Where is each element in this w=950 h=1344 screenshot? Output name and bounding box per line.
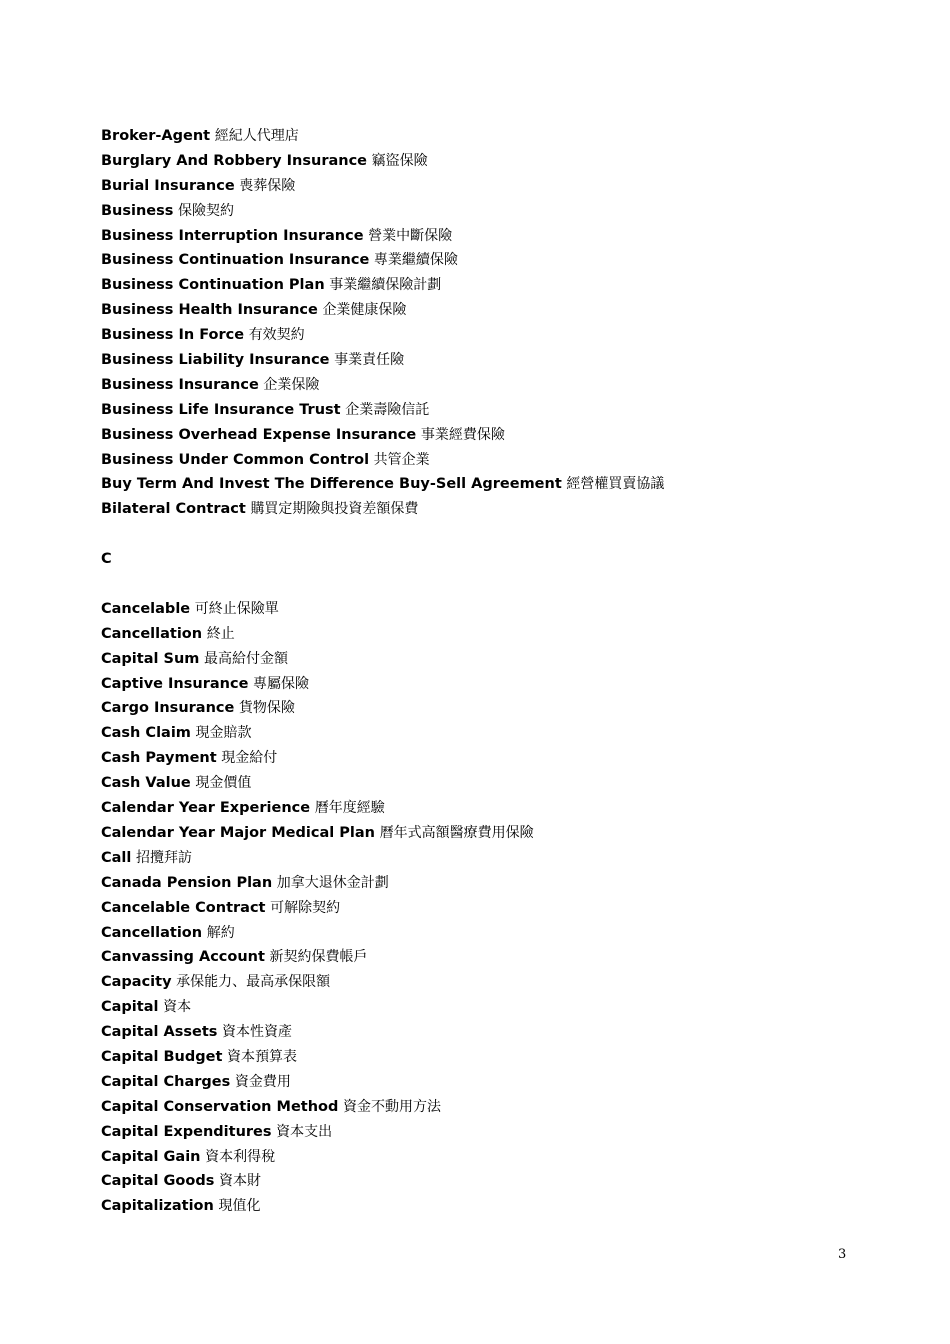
glossary-entry [101,846,901,871]
glossary-entry [101,1194,901,1219]
entry-term: Cargo Insurance [101,700,235,717]
entry-translation: 最高給付金額 [204,650,288,667]
entry-term: Business In Force [101,327,245,344]
entry-translation: 喪葬保險 [239,177,296,194]
glossary-entry [101,1145,901,1170]
glossary-entry [101,448,901,473]
glossary-entry [101,199,901,224]
glossary-entry [101,398,901,423]
glossary-entry [101,298,901,323]
entry-translation: 現金賠款 [195,725,252,742]
glossary-entry [101,721,901,746]
entry-translation: 竊盜保險 [371,152,428,169]
entry-term: Capital Goods [101,1173,215,1190]
entry-translation: 保險契約 [178,202,235,219]
entry-translation: 現金價值 [195,775,252,792]
entry-term: Cash Claim [101,725,191,742]
glossary-entry [101,423,901,448]
glossary-entries [101,124,901,1219]
section-c-heading: C [101,551,112,568]
glossary-entry [101,921,901,946]
glossary-entry [101,273,901,298]
entry-translation: 營業中斷保險 [368,227,453,244]
glossary-entry [101,497,901,522]
glossary-entry [101,1120,901,1145]
entry-translation: 資本預算表 [227,1048,298,1065]
entry-term: Calendar Year Major Medical Plan [101,824,375,841]
entry-translation: 資本 [163,999,192,1016]
glossary-entry [101,896,901,921]
entry-translation: 事業經費保險 [420,426,505,443]
section-c-list [101,597,901,1219]
entry-translation: 資本支出 [276,1123,333,1140]
entry-translation: 承保能力、最高承保限額 [176,974,331,991]
glossary-entry [101,124,901,149]
glossary-entry [101,970,901,995]
entry-translation: 企業保險 [263,376,320,393]
page-number: 3 [838,1247,847,1262]
entry-translation: 加拿大退休金計劃 [276,874,389,891]
entry-translation: 資金費用 [234,1073,291,1090]
entry-translation: 資本性資產 [222,1024,292,1041]
entry-translation: 曆年度經驗 [314,800,385,817]
entry-term: Business Overhead Expense Insurance [101,426,417,443]
entry-translation: 專屬保險 [253,675,310,692]
entry-translation: 有效契約 [248,327,305,344]
entry-term: Capital Gain [101,1148,201,1165]
section-gap [101,572,901,597]
glossary-entry [101,1020,901,1045]
entry-term: Capital Expenditures [101,1123,272,1140]
entry-translation: 專業繼續保險 [373,252,458,269]
entry-term: Canvassing Account [101,949,265,966]
entry-translation: 購買定期險與投資差額保費 [250,501,419,518]
glossary-entry [101,348,901,373]
glossary-entry [101,1045,901,1070]
entry-translation: 曆年式高額醫療費用保險 [379,824,534,841]
entry-term: Bilateral Contract [101,501,246,518]
entry-translation: 現值化 [218,1198,261,1215]
section-b-list [101,124,901,522]
entry-term: Business [101,202,174,219]
glossary-entry [101,796,901,821]
entry-term: Calendar Year Experience [101,800,311,817]
glossary-entry [101,1169,901,1194]
entry-translation: 資金不動用方法 [343,1098,441,1115]
entry-term: Cancelable [101,600,191,617]
entry-translation: 可終止保險單 [194,600,279,617]
entry-term: Cancelable Contract [101,899,266,916]
entry-term: Business Insurance [101,376,259,393]
entry-term: Business Interruption Insurance [101,227,364,244]
glossary-entry [101,995,901,1020]
glossary-entry [101,472,901,497]
glossary-entry [101,1070,901,1095]
entry-translation: 新契約保費帳戶 [269,949,368,966]
entry-term: Capital [101,999,159,1016]
entry-term: Business Life Insurance Trust [101,401,341,418]
glossary-entry [101,1095,901,1120]
glossary-entry [101,771,901,796]
entry-term: Broker-Agent [101,128,211,144]
glossary-entry [101,945,901,970]
glossary-entry [101,821,901,846]
glossary-entry [101,647,901,672]
entry-translation: 經營權買賣協議 [566,476,665,493]
entry-term: Buy Term And Invest The Difference Buy-Sell Agreement [101,476,562,493]
glossary-entry [101,746,901,771]
glossary-entry [101,323,901,348]
entry-term: Capitalization [101,1198,214,1215]
entry-term: Business Under Common Control [101,451,370,468]
entry-term: Cash Payment [101,750,217,767]
entry-translation: 貨物保險 [238,700,295,717]
entry-term: Call [101,849,132,866]
glossary-entry [101,672,901,697]
glossary-entry [101,696,901,721]
entry-term: Business Continuation Plan [101,277,325,294]
entry-term: Cancellation [101,625,203,642]
entry-translation: 招攬拜訪 [135,849,192,866]
glossary-entry [101,248,901,273]
entry-term: Capital Assets [101,1024,218,1041]
entry-translation: 事業責任險 [334,352,405,369]
entry-translation: 可解除契約 [270,899,341,916]
glossary-entry [101,149,901,174]
entry-term: Canada Pension Plan [101,874,273,891]
entry-term: Capacity [101,974,172,991]
entry-translation: 經紀人代理店 [214,128,299,144]
section-gap [101,522,901,547]
entry-translation: 事業繼續保險計劃 [329,277,442,294]
entry-translation: 企業壽險信託 [345,401,430,418]
entry-translation: 企業健康保險 [322,302,407,319]
entry-term: Business Health Insurance [101,302,318,319]
entry-term: Capital Conservation Method [101,1098,339,1115]
glossary-entry [101,174,901,199]
entry-term: Business Continuation Insurance [101,252,370,269]
entry-term: Burglary And Robbery Insurance [101,152,368,169]
entry-term: Capital Charges [101,1073,231,1090]
entry-translation: 共管企業 [373,451,430,468]
entry-translation: 資本利得稅 [205,1148,276,1165]
glossary-entry [101,597,901,622]
entry-term: Cash Value [101,775,191,792]
glossary-entry [101,373,901,398]
entry-translation: 資本財 [218,1173,261,1190]
entry-translation: 解約 [206,924,235,941]
entry-term: Cancellation [101,924,203,941]
glossary-entry [101,224,901,249]
glossary-entry [101,871,901,896]
entry-term: Capital Sum [101,650,200,667]
entry-term: Business Liability Insurance [101,352,330,369]
entry-term: Captive Insurance [101,675,249,692]
entry-translation: 現金給付 [221,750,278,767]
entry-term: Capital Budget [101,1048,223,1065]
entry-term: Burial Insurance [101,177,235,194]
glossary-entry [101,622,901,647]
entry-translation: 終止 [206,625,235,642]
